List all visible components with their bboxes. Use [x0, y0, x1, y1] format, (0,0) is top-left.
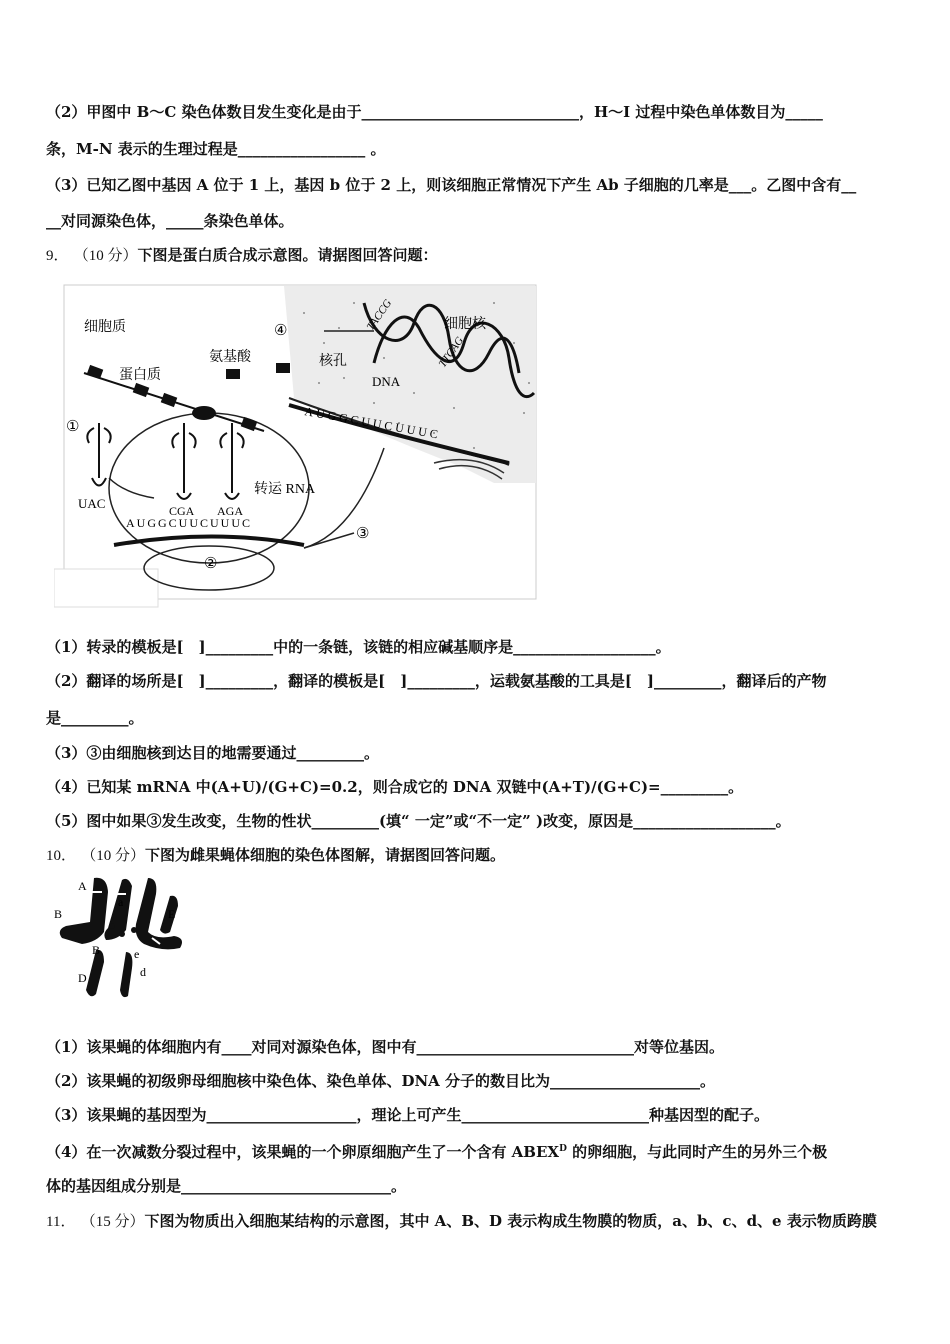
q10-sub4-text-b: 的卵细胞，与此同时产生的另外三个极 [566, 1143, 828, 1161]
label-nucleus: 细胞核 [444, 317, 486, 332]
fruit-fly-chromosome-figure [52, 872, 192, 1004]
dot-chromosome-3 [131, 927, 137, 933]
marker-2: ② [204, 556, 218, 572]
q10-sub4-superscript: D [559, 1144, 567, 1154]
gene-label-e: e [134, 947, 140, 961]
q11-number: 11． [46, 1214, 76, 1230]
q9-stem: 下图是蛋白质合成示意图。请据图回答问题： [137, 246, 438, 264]
marker-3: ③ [356, 526, 370, 542]
dna-letters-1: TACCG [364, 297, 395, 333]
label-nuclear-pore: 核孔 [319, 354, 347, 369]
q10-sub4-line1 [46, 1139, 827, 1162]
gene-label-A: A [78, 879, 87, 893]
label-dna: DNA [372, 374, 401, 389]
gene-label-a: a [118, 895, 124, 909]
label-amino-acid: 氨基酸 [209, 350, 251, 365]
q9-number: 9． [46, 248, 69, 264]
q11-header [46, 1211, 877, 1232]
q10-sub4-line2: 体的基因组成分别是____________________________。 [46, 1177, 407, 1195]
chromosome-x2 [120, 952, 132, 997]
q10-sub3: （3）该果蝇的基因型为____________________，理论上可产生_________________________种基因型的配子。 [46, 1106, 769, 1124]
label-cytoplasm: 细胞质 [84, 320, 126, 335]
amino-acid-2 [276, 363, 290, 373]
q10-sub1: （1）该果蝇的体细胞内有____对同对源染色体，图中有_____________________________对等位基因。 [46, 1038, 724, 1056]
q8-part3-line2: __对同源染色体，_____条染色单体。 [46, 212, 294, 230]
gene-label-B: B [54, 907, 63, 921]
protein-synthesis-figure [54, 283, 538, 609]
q10-header [46, 845, 505, 866]
gene-label-E: E [168, 907, 176, 921]
dot-chromosome-2 [119, 931, 125, 937]
gene-label-d: d [140, 965, 146, 979]
q10-score: （10 分） [81, 848, 146, 864]
mrna-sequence-nucleus: AUGGCUUCUUUC [303, 404, 442, 442]
q9-sub3: （3）③由细胞核到达目的地需要通过_________。 [46, 744, 379, 762]
dot-chromosome-1 [109, 923, 115, 929]
q9-sub2-line2: 是_________。 [46, 709, 144, 727]
marker-1: ① [66, 419, 80, 435]
label-trna: 转运 RNA [254, 482, 316, 497]
q11-score: （15 分） [80, 1214, 145, 1230]
q10-number: 10． [46, 848, 77, 864]
gene-label-B-second: B [92, 943, 101, 957]
figure-corner-box [54, 569, 158, 607]
chromosome-pair1-right [104, 879, 132, 940]
label-protein: 蛋白质 [119, 368, 161, 383]
q8-part2-line2: 条，M-N 表示的生理过程是_________________ 。 [46, 140, 386, 158]
q9-sub4: （4）已知某 mRNA 中(A+U)/(G+C)=0.2，则合成它的 DNA 双链中(A+T)/(G+C)=_________。 [46, 778, 744, 796]
q10-sub4-text-a: （4）在一次减数分裂过程中，该果蝇的一个卵原细胞产生了一个含有 ABEX [46, 1143, 560, 1161]
q11-stem: 下图为物质出入细胞某结构的示意图，其中 A、B、D 表示构成生物膜的物质，a、b、c、d、e 表示物质跨膜 [144, 1212, 877, 1230]
q9-sub5: （5）图中如果③发生改变，生物的性状_________(填“ 一定”或“不一定” )改变，原因是___________________。 [46, 812, 791, 830]
q9-header [46, 245, 438, 266]
q9-sub1: （1）转录的模板是[ ]_________中的一条链，该链的相应碱基顺序是___________________。 [46, 638, 671, 656]
q10-sub2: （2）该果蝇的初级卵母细胞核中染色体、染色单体、DNA 分子的数目比为____________________。 [46, 1072, 716, 1090]
q8-part2-line1: （2）甲图中 B～C 染色体数目发生变化是由于_____________________________，H～I 过程中染色单体数目为_____ [46, 103, 823, 121]
anticodon-uac: UAC [78, 496, 106, 511]
mrna-sequence-ribosome: AUGGCUUCUUUC [126, 516, 253, 530]
amino-acid-1 [226, 369, 240, 379]
q8-part3-line1: （3）已知乙图中基因 A 位于 1 上，基因 b 位于 2 上，则该细胞正常情况下产生 Ab 子细胞的几率是___。乙图中含有__ [46, 176, 857, 194]
marker-4: ④ [274, 323, 288, 339]
q10-stem: 下图为雌果蝇体细胞的染色体图解，请据图回答问题。 [145, 846, 506, 864]
anticodon-cga: CGA [169, 504, 195, 518]
gene-label-D: D [78, 971, 87, 985]
q9-sub2-line1: （2）翻译的场所是[ ]_________，翻译的模板是[ ]_________，运载氨基酸的工具是[ ]_________，翻译后的产物 [46, 672, 827, 690]
q9-score: （10 分） [73, 248, 138, 264]
dna-letters-2: TTCAG [436, 334, 467, 370]
anticodon-aga: AGA [217, 504, 243, 518]
